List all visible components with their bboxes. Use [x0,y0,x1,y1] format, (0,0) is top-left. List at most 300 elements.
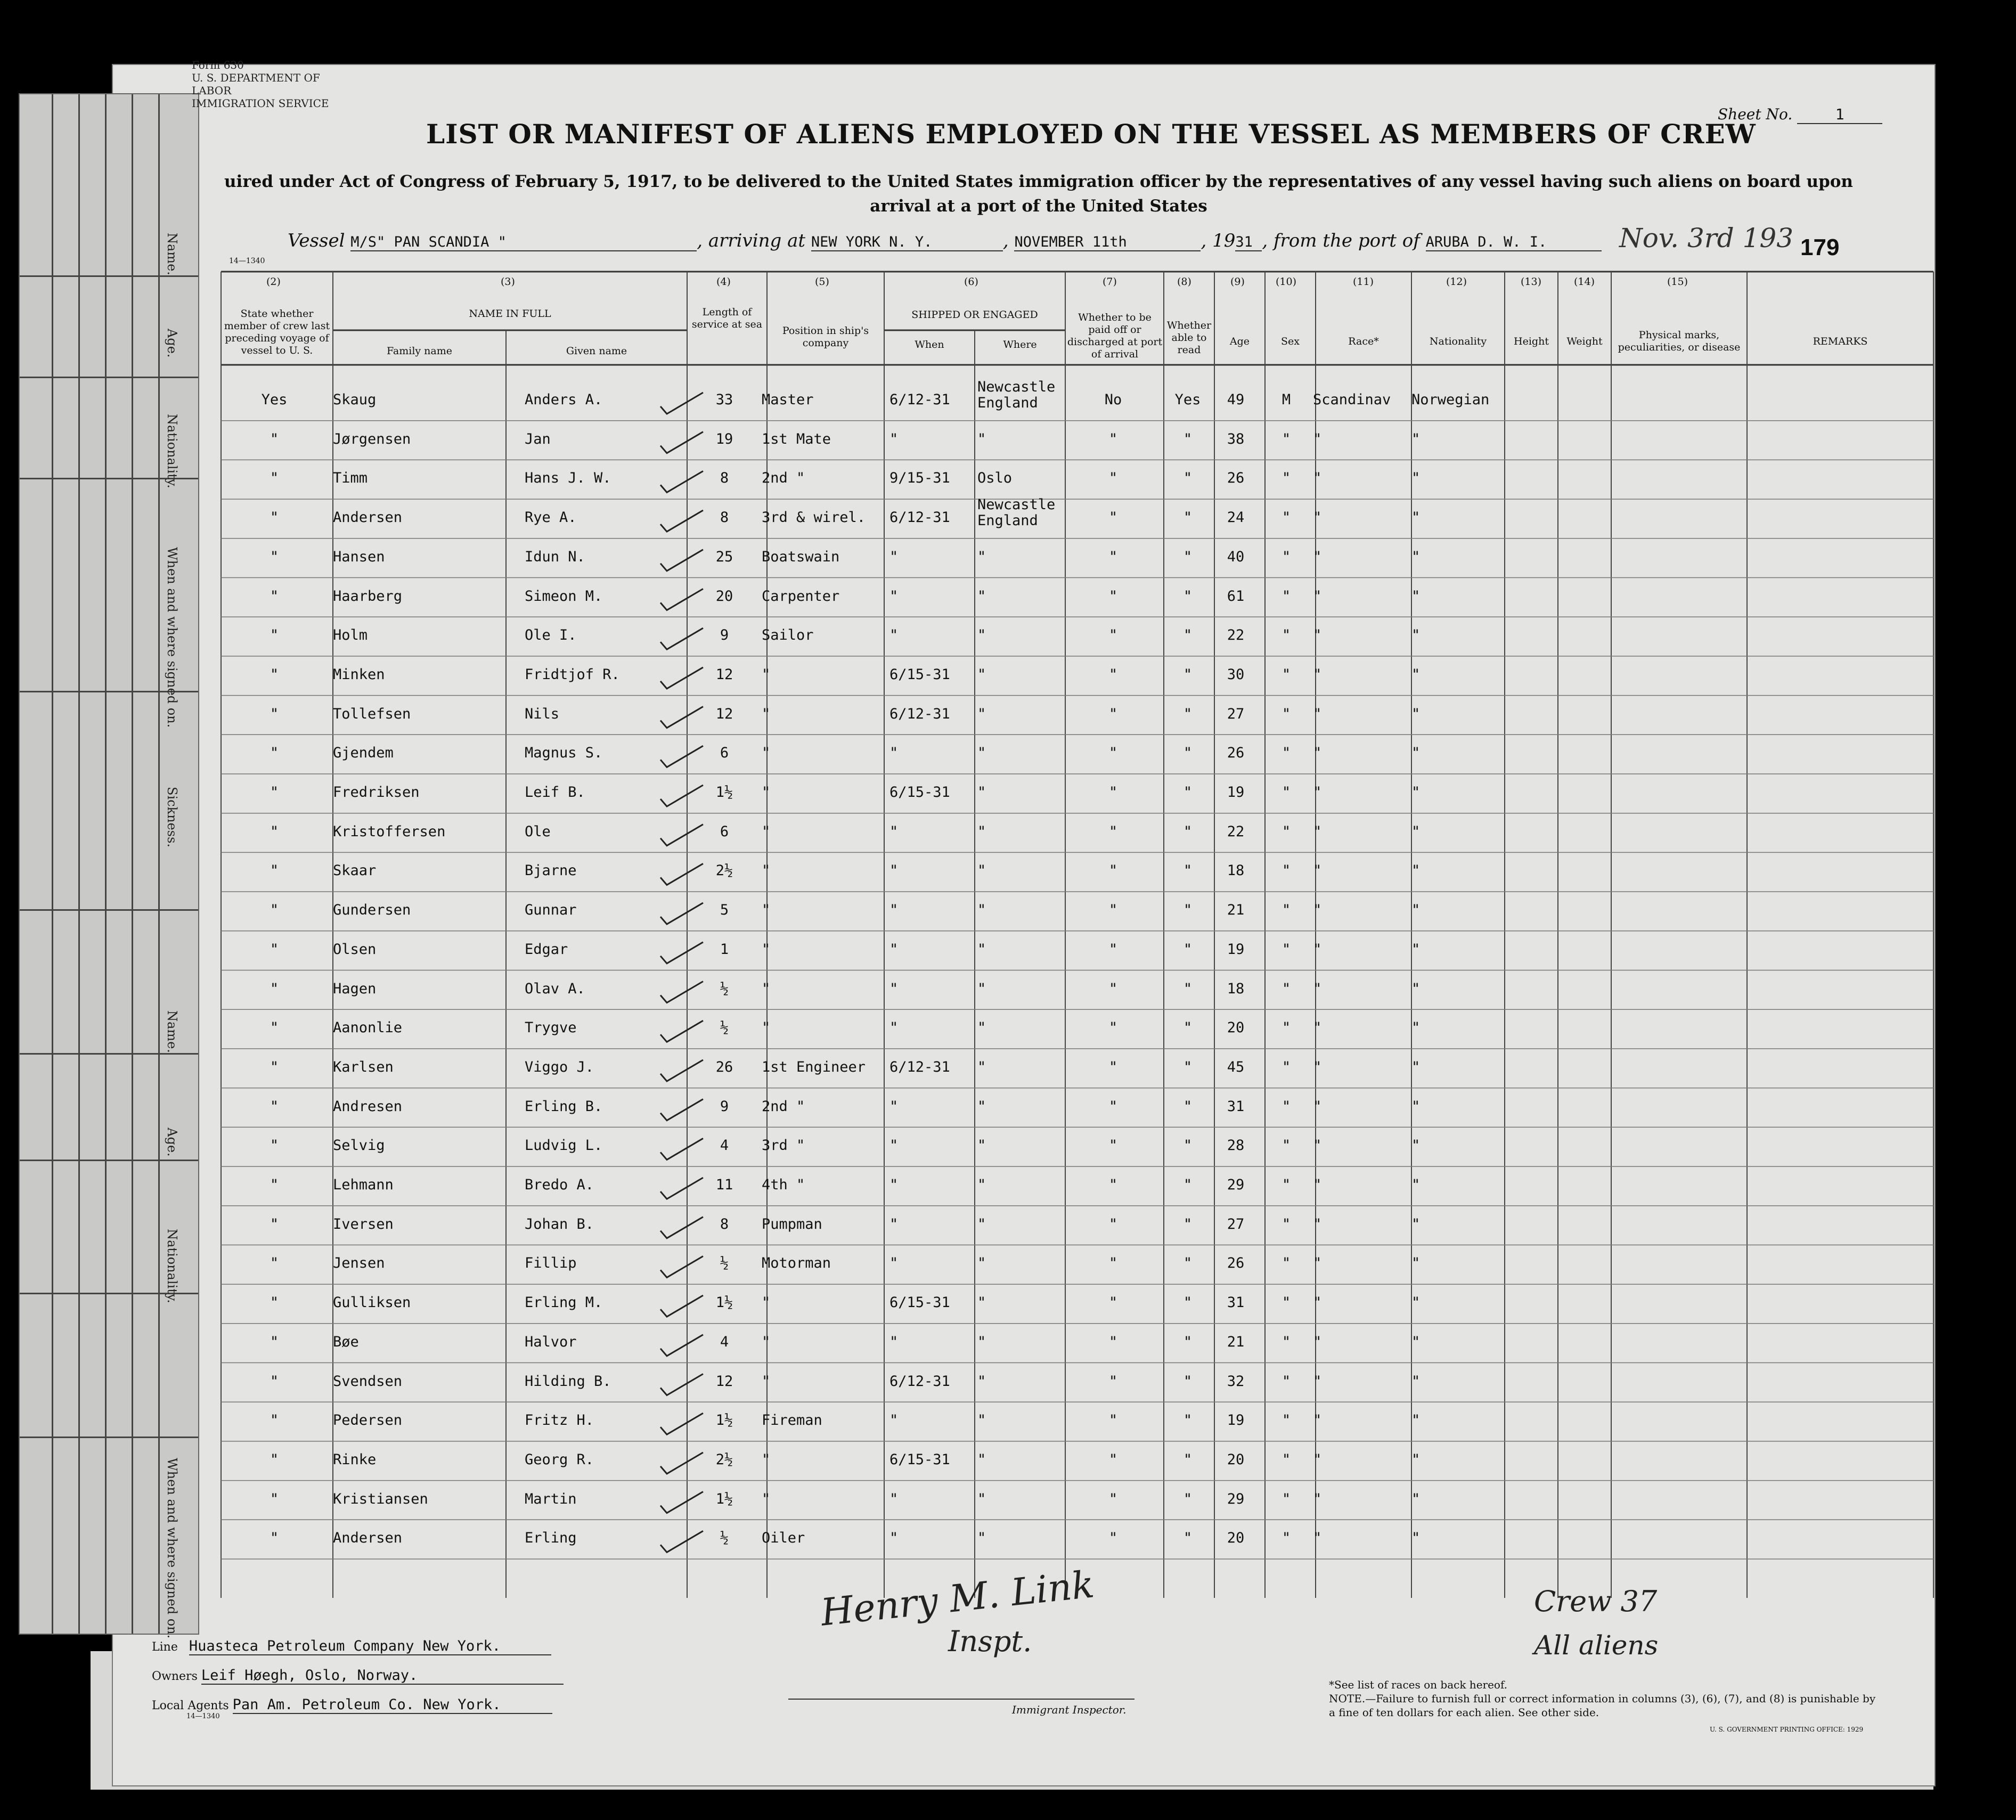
crew-count-note: Crew 37 [1534,1585,1658,1618]
table-row [0,585,2016,626]
table-row [0,899,2016,940]
cell-where: " [977,1294,986,1311]
cell-given: Idun N. [525,548,585,565]
cell-where: " [977,1490,986,1507]
cell-when: " [889,1019,899,1036]
cell-when: " [889,548,899,565]
cell-paid: " [1108,1137,1118,1154]
cell-paid: " [1108,1058,1118,1075]
cell-nationality: " [1411,1412,1421,1429]
cell-race: " [1313,1137,1322,1154]
cell-where: " [977,1451,986,1468]
header-family-name: Family name [387,345,452,357]
cell-sex: " [1282,1490,1291,1507]
stub-label: When and where signed on. [165,547,179,728]
column-number: (8) [1177,276,1191,288]
cell-position: Carpenter [762,587,840,605]
owners-value: Leif Høegh, Oslo, Norway. [201,1667,564,1685]
cell-read: " [1183,548,1193,565]
cell-given: Erling M. [525,1294,603,1311]
cell-prev: " [270,823,279,840]
table-row [0,1096,2016,1136]
cell-read: " [1183,627,1193,644]
cell-read: " [1183,823,1193,840]
cell-position: Sailor [762,627,814,644]
header-sex: Sex [1281,336,1300,347]
cell-race: Scandinav [1313,391,1391,408]
column-number: (4) [716,276,731,288]
cell-position: " [762,941,771,958]
cell-prev: " [270,1294,279,1311]
cell-family: Timm [333,470,368,487]
cell-age: 20 [1227,1530,1245,1547]
stub-label: Sickness. [165,787,179,848]
cell-race: " [1313,1294,1322,1311]
cell-prev: Yes [261,391,288,408]
cell-race: " [1313,745,1322,762]
cell-when: 6/12-31 [889,705,950,722]
vessel-label: Vessel [288,230,345,251]
cell-prev: " [270,1412,279,1429]
cell-race: " [1313,1451,1322,1468]
cell-paid: " [1108,784,1118,801]
line-label: Line [152,1641,178,1654]
cell-paid: No [1104,391,1122,408]
cell-position: Motorman [762,1255,831,1272]
cell-read: " [1183,1451,1193,1468]
column-number: (9) [1230,276,1245,288]
cell-service: 4 [720,1137,729,1154]
cell-given: Bjarne [525,862,577,879]
cell-prev: " [270,1019,279,1036]
cell-position: " [762,1373,771,1390]
arrival-date: NOVEMBER 11th [1014,234,1201,251]
cell-position: " [762,745,771,762]
inspector-label: Immigrant Inspector. [1012,1703,1127,1716]
cell-nationality: " [1411,1294,1421,1311]
cell-prev: " [270,980,279,997]
header-name: NAME IN FULL [469,308,551,320]
form-number-small: 14—1340 [229,257,265,265]
cell-position: Oiler [762,1530,805,1547]
cell-service: ½ [720,1255,729,1272]
header-given-name: Given name [566,345,627,357]
cell-given: Fridtjof R. [525,666,620,683]
cell-read: " [1183,745,1193,762]
column-number: (6) [964,276,978,288]
cell-prev: " [270,470,279,487]
cell-family: Selvig [333,1137,385,1154]
table-row [0,1292,2016,1332]
cell-read: " [1183,470,1193,487]
table-row [0,821,2016,861]
cell-sex: " [1282,1255,1291,1272]
cell-read: " [1183,1412,1193,1429]
stub-label: Name. [165,233,179,275]
stub-label: When and where signed on. [165,1458,179,1639]
table-row [0,1056,2016,1097]
column-number: (2) [266,276,281,288]
cell-given: Fillip [525,1255,577,1272]
stamp-number: 179 [1800,234,1840,260]
cell-when: " [889,430,899,447]
cell-service: ½ [720,980,729,997]
header-race: Race* [1348,336,1379,347]
cell-nationality: " [1411,470,1421,487]
cell-nationality: " [1411,1530,1421,1547]
cell-nationality: " [1411,1333,1421,1350]
cell-sex: " [1282,784,1291,801]
cell-prev: " [270,548,279,565]
cell-where: Newcastle England [977,379,1056,411]
cell-family: Skaug [333,391,377,408]
cell-where: " [977,587,986,605]
cell-service: 1½ [715,1294,733,1311]
cell-family: Svendsen [333,1373,403,1390]
cell-read: " [1183,902,1193,919]
cell-when: " [889,745,899,762]
cell-given: Viggo J. [525,1058,594,1075]
cell-when: " [889,1137,899,1154]
cell-service: 1½ [715,1490,733,1507]
cell-paid: " [1108,1412,1118,1429]
table-row [0,1449,2016,1489]
cell-given: Georg R. [525,1451,594,1468]
cell-sex: " [1282,1333,1291,1350]
cell-family: Aanonlie [333,1019,403,1036]
cell-prev: " [270,666,279,683]
cell-read: " [1183,1215,1193,1233]
table-row [0,1017,2016,1057]
cell-age: 38 [1227,430,1245,447]
cell-age: 22 [1227,823,1245,840]
cell-read: " [1183,1530,1193,1547]
agents-form-number: 14—1340 [186,1712,220,1720]
cell-family: Skaar [333,862,377,879]
cell-when: 6/15-31 [889,784,950,801]
cell-when: " [889,627,899,644]
cell-service: 6 [720,823,729,840]
cell-race: " [1313,941,1322,958]
cell-family: Holm [333,627,368,644]
cell-read: " [1183,705,1193,722]
cell-race: " [1313,1215,1322,1233]
cell-nationality: " [1411,430,1421,447]
cell-given: Ole [525,823,551,840]
cell-paid: " [1108,430,1118,447]
cell-sex: " [1282,1294,1291,1311]
cell-sex: " [1282,1177,1291,1193]
agents-value: Pan Am. Petroleum Co. New York. [233,1696,552,1714]
cell-paid: " [1108,1451,1118,1468]
footnote [1329,1678,1883,1719]
cell-when: 6/15-31 [889,1294,950,1311]
cell-family: Gjendem [333,745,394,762]
cell-race: " [1313,862,1322,879]
cell-sex: " [1282,1058,1291,1075]
cell-race: " [1313,1177,1322,1193]
cell-where: " [977,548,986,565]
cell-given: Olav A. [525,980,585,997]
cell-given: Halvor [525,1333,577,1350]
column-number: (5) [815,276,829,288]
cell-service: 8 [720,470,729,487]
cell-age: 18 [1227,980,1245,997]
stub-label: Nationality. [165,414,179,488]
cell-position: 3rd " [762,1137,805,1154]
cell-nationality: " [1411,1058,1421,1075]
cell-race: " [1313,1255,1322,1272]
cell-family: Andersen [333,1530,403,1547]
header-weight: Weight [1566,336,1603,347]
cell-family: Minken [333,666,385,683]
cell-read: Yes [1174,391,1201,408]
header-physical-marks: Physical marks, peculiarities, or disease [1618,329,1741,353]
cell-service: 1 [720,941,729,958]
cell-when: " [889,1333,899,1350]
cell-when: " [889,1215,899,1233]
cell-race: " [1313,1098,1322,1115]
cell-paid: " [1108,548,1118,565]
table-row [0,1213,2016,1254]
cell-read: " [1183,509,1193,526]
cell-race: " [1313,1373,1322,1390]
cell-where: " [977,1177,986,1193]
cell-service: 25 [715,548,733,565]
cell-nationality: " [1411,1255,1421,1272]
cell-when: " [889,1255,899,1272]
cell-service: ½ [720,1530,729,1547]
cell-paid: " [1108,745,1118,762]
cell-where: " [977,627,986,644]
cell-read: " [1183,587,1193,605]
cell-where: " [977,1255,986,1272]
cell-nationality: " [1411,509,1421,526]
cell-prev: " [270,1098,279,1115]
cell-when: " [889,1098,899,1115]
cell-family: Haarberg [333,587,403,605]
cell-family: Lehmann [333,1177,394,1193]
table-row [0,624,2016,665]
cell-when: " [889,902,899,919]
cell-age: 61 [1227,587,1245,605]
cell-service: 20 [715,587,733,605]
cell-race: " [1313,1019,1322,1036]
cell-race: " [1313,980,1322,997]
cell-position: Pumpman [762,1215,822,1233]
cell-nationality: " [1411,1019,1421,1036]
cell-where: " [977,1058,986,1075]
cell-given: Erling [525,1530,577,1547]
cell-paid: " [1108,666,1118,683]
header-height: Height [1514,336,1549,347]
cell-prev: " [270,1137,279,1154]
cell-family: Karlsen [333,1058,394,1075]
cell-nationality: " [1411,745,1421,762]
cell-sex: " [1282,823,1291,840]
cell-when: " [889,862,899,879]
table-row [0,1331,2016,1372]
cell-read: " [1183,1177,1193,1193]
cell-nationality: " [1411,1490,1421,1507]
arrival-year: 31 [1235,234,1262,251]
cell-paid: " [1108,862,1118,879]
cell-prev: " [270,862,279,879]
cell-nationality: " [1411,902,1421,919]
cell-given: Edgar [525,941,568,958]
cell-position: " [762,823,771,840]
cell-family: Kristoffersen [333,823,446,840]
cell-family: Andresen [333,1098,403,1115]
cell-paid: " [1108,1019,1118,1036]
header-age: Age [1229,336,1250,347]
cell-paid: " [1108,902,1118,919]
cell-where: " [977,1137,986,1154]
table-row [0,703,2016,744]
cell-where: " [977,1412,986,1429]
cell-nationality: " [1411,941,1421,958]
printing-office: U. S. GOVERNMENT PRINTING OFFICE: 1929 [1710,1726,1864,1733]
cell-service: 33 [715,391,733,408]
cell-sex: " [1282,1098,1291,1115]
cell-family: Iversen [333,1215,394,1233]
cell-age: 29 [1227,1490,1245,1507]
cell-prev: " [270,509,279,526]
header-nationality: Nationality [1429,336,1487,347]
arrival-port: NEW YORK N. Y. [811,234,1003,251]
cell-read: " [1183,1490,1193,1507]
cell-family: Kristiansen [333,1490,428,1507]
cell-service: 19 [715,430,733,447]
cell-age: 19 [1227,1412,1245,1429]
cell-when: 6/12-31 [889,1373,950,1390]
cell-given: Erling B. [525,1098,603,1115]
table-row [0,1527,2016,1568]
cell-paid: " [1108,941,1118,958]
cell-where: " [977,1215,986,1233]
cell-race: " [1313,509,1322,526]
column-number: (10) [1276,276,1297,288]
table-row [0,546,2016,586]
cell-family: Bøe [333,1333,359,1350]
cell-age: 22 [1227,627,1245,644]
table-row [0,1409,2016,1450]
cell-given: Martin [525,1490,577,1507]
cell-age: 26 [1227,1255,1245,1272]
cell-given: Anders A. [525,391,603,408]
cell-race: " [1313,666,1322,683]
cell-given: Rye A. [525,509,577,526]
cell-read: " [1183,1098,1193,1115]
cell-age: 27 [1227,705,1245,722]
cell-family: Tollefsen [333,705,411,722]
cell-paid: " [1108,1490,1118,1507]
cell-service: 12 [715,1373,733,1390]
from-label: , from the port of [1262,230,1420,251]
cell-sex: " [1282,980,1291,997]
cell-sex: " [1282,705,1291,722]
owners-label: Owners [152,1670,198,1683]
cell-service: 2½ [715,862,733,879]
cell-when: " [889,980,899,997]
cell-read: " [1183,1058,1193,1075]
cell-nationality: " [1411,784,1421,801]
cell-nationality: " [1411,1451,1421,1468]
cell-age: 31 [1227,1294,1245,1311]
cell-position: 2nd " [762,470,805,487]
cell-nationality: " [1411,1098,1421,1115]
cell-position: " [762,1490,771,1507]
cell-nationality: Norwegian [1411,391,1490,408]
cell-nationality: " [1411,548,1421,565]
cell-race: " [1313,1058,1322,1075]
cell-position: 2nd " [762,1098,805,1115]
cell-family: Fredriksen [333,784,420,801]
agents-field [152,1696,552,1714]
cell-nationality: " [1411,1137,1421,1154]
cell-paid: " [1108,1177,1118,1193]
cell-family: Hansen [333,548,385,565]
cell-age: 19 [1227,784,1245,801]
cell-sex: " [1282,1412,1291,1429]
cell-when: " [889,1490,899,1507]
cell-service: 8 [720,509,729,526]
cell-paid: " [1108,1255,1118,1272]
cell-sex: " [1282,548,1291,565]
cell-sex: " [1282,1019,1291,1036]
column-number: (13) [1521,276,1542,288]
cell-race: " [1313,1530,1322,1547]
cell-where: " [977,784,986,801]
cell-nationality: " [1411,666,1421,683]
cell-service: 5 [720,902,729,919]
cell-paid: " [1108,1294,1118,1311]
cell-paid: " [1108,1098,1118,1115]
header-position: Position in ship's company [782,325,869,349]
cell-where: " [977,1333,986,1350]
cell-sex: " [1282,430,1291,447]
cell-sex: " [1282,470,1291,487]
sheet-number-value: 1 [1797,105,1882,124]
table-row [0,1488,2016,1529]
cell-paid: " [1108,627,1118,644]
cell-given: Leif B. [525,784,585,801]
column-number: (14) [1574,276,1595,288]
cell-nationality: " [1411,705,1421,722]
cell-paid: " [1108,470,1118,487]
cell-read: " [1183,1019,1193,1036]
stub-label: Age. [165,329,179,358]
cell-paid: " [1108,1530,1118,1547]
cell-age: 40 [1227,548,1245,565]
cell-read: " [1183,862,1193,879]
cell-family: Pedersen [333,1412,403,1429]
cell-prev: " [270,941,279,958]
cell-read: " [1183,1333,1193,1350]
cell-prev: " [270,1333,279,1350]
owners-field [152,1667,564,1685]
table-row [0,428,2016,469]
cell-when: " [889,587,899,605]
cell-position: " [762,705,771,722]
cell-service: ½ [720,1019,729,1036]
cell-sex: " [1282,1451,1291,1468]
cell-prev: " [270,902,279,919]
cell-when: 6/15-31 [889,666,950,683]
cell-given: Johan B. [525,1215,594,1233]
cell-family: Hagen [333,980,377,997]
cell-where: " [977,745,986,762]
